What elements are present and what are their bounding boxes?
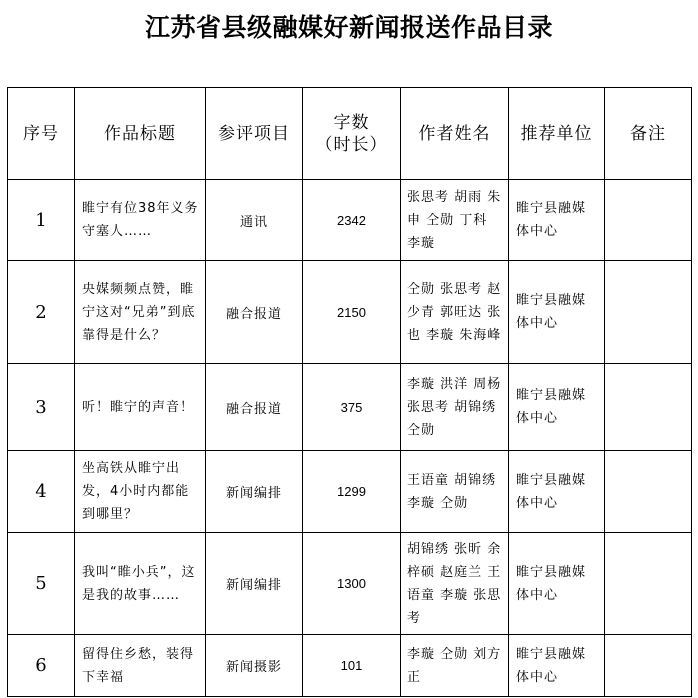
cell-count: 375 [303, 364, 401, 451]
cell-unit: 睢宁县融媒体中心 [509, 261, 605, 364]
cell-title: 央媒频频点赞，睢宁这对“兄弟”到底靠得是什么？ [75, 261, 206, 364]
cell-authors: 仝勋 张思考 赵少青 郭旺达 张也 李璇 朱海峰 [401, 261, 509, 364]
cell-authors: 李璇 仝勋 刘方正 [401, 635, 509, 697]
cell-unit: 睢宁县融媒体中心 [509, 533, 605, 635]
cell-project: 通讯 [206, 180, 303, 261]
header-word-count-line1: 字数 [333, 112, 370, 133]
header-authors: 作者姓名 [401, 88, 509, 180]
cell-note [605, 451, 692, 533]
cell-project: 融合报道 [206, 364, 303, 451]
table-row [8, 180, 692, 261]
cell-unit: 睢宁县融媒体中心 [509, 364, 605, 451]
cell-project: 新闻编排 [206, 533, 303, 635]
cell-note [605, 364, 692, 451]
cell-seq: 6 [8, 635, 75, 697]
header-note: 备注 [605, 88, 692, 180]
cell-title: 睢宁有位38年义务守塞人…… [75, 180, 206, 261]
header-row [8, 88, 692, 180]
table-row [8, 533, 692, 635]
cell-count: 1300 [303, 533, 401, 635]
table-row [8, 364, 692, 451]
cell-count: 101 [303, 635, 401, 697]
cell-seq: 3 [8, 364, 75, 451]
cell-title: 我叫“睢小兵”，这是我的故事…… [75, 533, 206, 635]
cell-note [605, 180, 692, 261]
header-unit: 推荐单位 [509, 88, 605, 180]
header-word-count-line2: （时长） [315, 134, 388, 155]
cell-unit: 睢宁县融媒体中心 [509, 180, 605, 261]
cell-authors: 胡锦绣 张昕 余梓硕 赵庭兰 王语童 李璇 张思考 [401, 533, 509, 635]
cell-note [605, 533, 692, 635]
cell-note [605, 261, 692, 364]
cell-count: 1299 [303, 451, 401, 533]
table-row [8, 261, 692, 364]
header-project: 参评项目 [206, 88, 303, 180]
cell-title: 坐高铁从睢宁出发，4小时内都能到哪里？ [75, 451, 206, 533]
cell-seq: 2 [8, 261, 75, 364]
table-row [8, 451, 692, 533]
header-word-count [303, 88, 401, 180]
header-work-title: 作品标题 [75, 88, 206, 180]
cell-authors: 李璇 洪洋 周杨 张思考 胡锦绣 仝勋 [401, 364, 509, 451]
cell-unit: 睢宁县融媒体中心 [509, 635, 605, 697]
document-title: 江苏省县级融媒好新闻报送作品目录 [144, 13, 553, 42]
table-row [8, 635, 692, 697]
cell-project: 融合报道 [206, 261, 303, 364]
header-seq: 序号 [8, 88, 75, 180]
works-table [7, 87, 692, 697]
cell-note [605, 635, 692, 697]
cell-project: 新闻编排 [206, 451, 303, 533]
cell-seq: 5 [8, 533, 75, 635]
cell-unit: 睢宁县融媒体中心 [509, 451, 605, 533]
cell-title: 听！睢宁的声音！ [75, 364, 206, 451]
cell-count: 2150 [303, 261, 401, 364]
cell-title: 留得住乡愁，装得下幸福 [75, 635, 206, 697]
cell-project: 新闻摄影 [206, 635, 303, 697]
cell-seq: 4 [8, 451, 75, 533]
cell-seq: 1 [8, 180, 75, 261]
cell-count: 2342 [303, 180, 401, 261]
cell-authors: 王语童 胡锦绣 李璇 仝勋 [401, 451, 509, 533]
cell-authors: 张思考 胡雨 朱申 仝勋 丁科 李璇 [401, 180, 509, 261]
